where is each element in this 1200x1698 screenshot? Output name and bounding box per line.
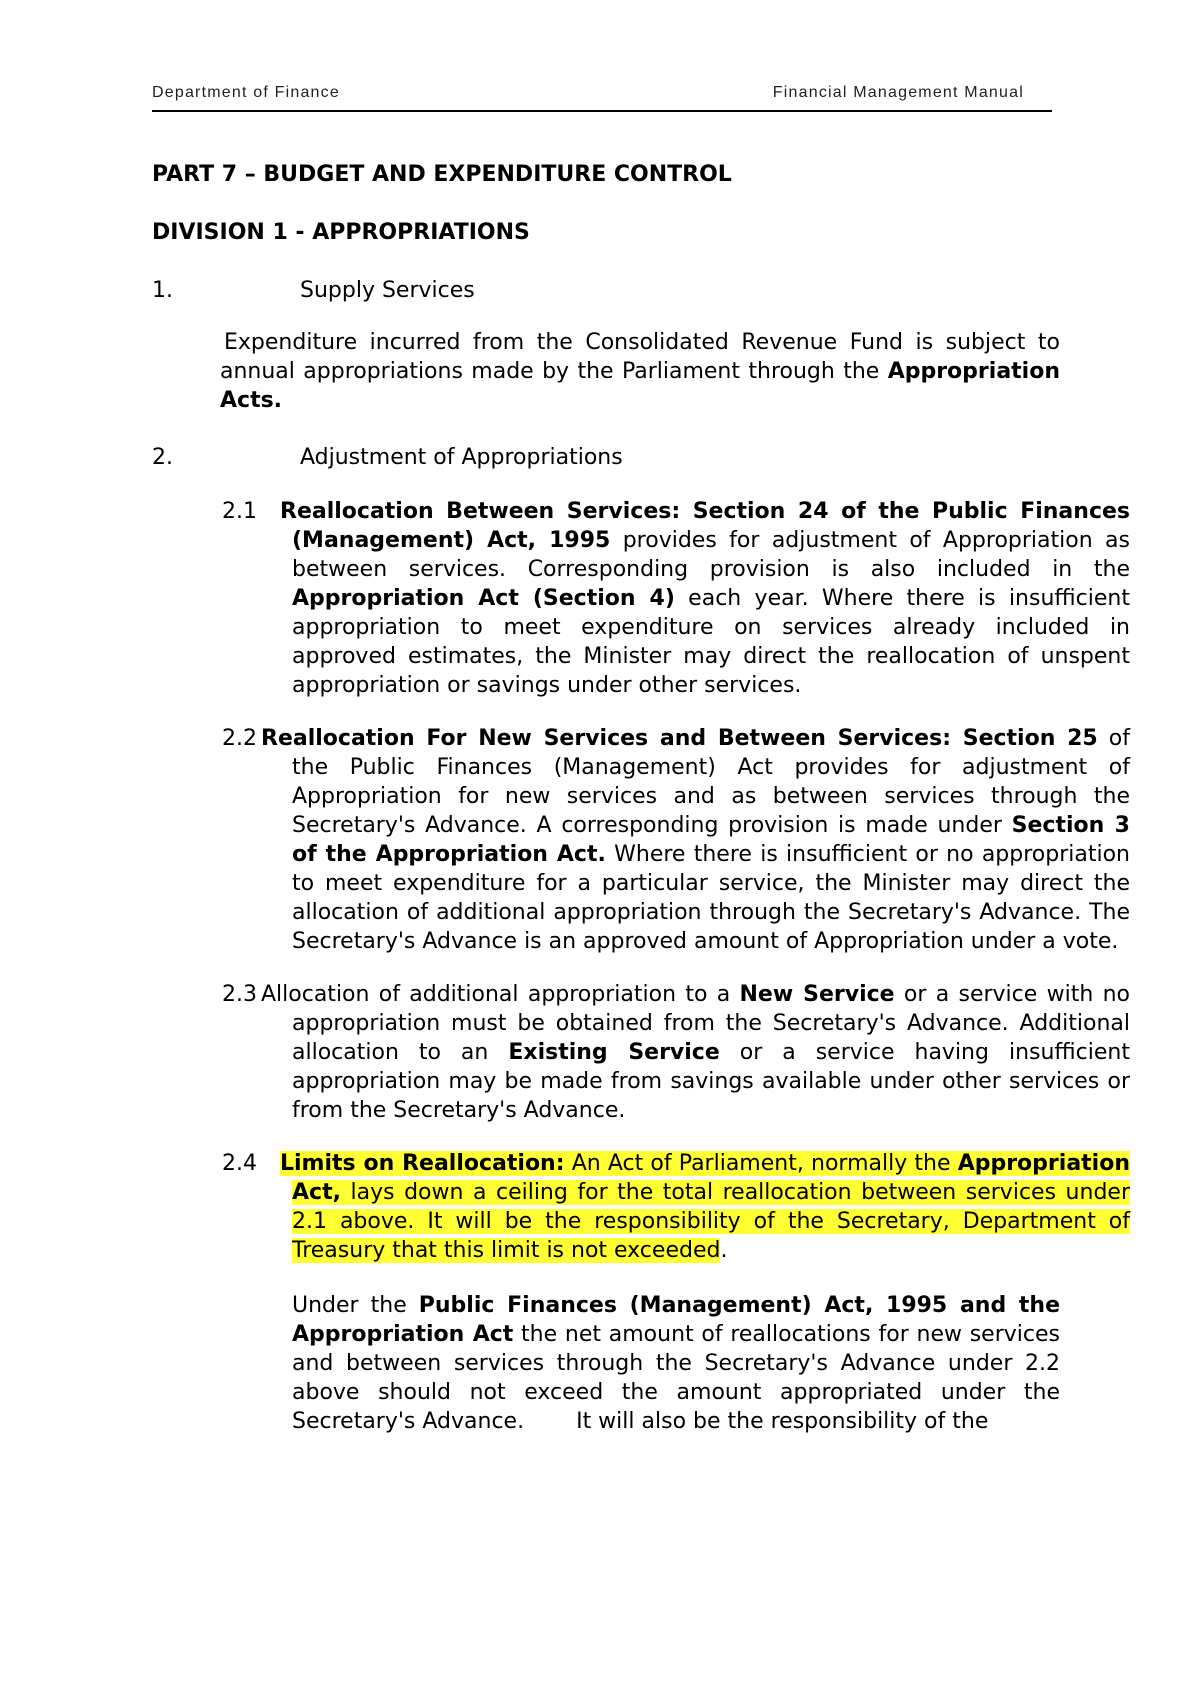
- subsection-bold-text: Reallocation Between Services: Section 24 of the Public Finances (Management) Act, 1995: [280, 499, 1130, 553]
- subsection-text: An Act of Parliament, normally the: [564, 1151, 958, 1176]
- subsection-bold-text: Limits on Reallocation:: [280, 1151, 565, 1176]
- section-number: 2.: [152, 445, 173, 470]
- subsection-text: or a service having insufficient appropriation may be made from savings available under other services or from the Secretary's Advance.: [292, 1040, 1130, 1123]
- subsection-text: provides for adjustment of Appropriation as between services. Corresponding provision is also included in the: [292, 528, 1130, 582]
- page-header: [152, 80, 1052, 112]
- subsection-number: 2.2: [222, 726, 257, 751]
- subsection-text: each year. Where there is insufficient appropriation to meet expenditure on services already included in approved estimates, the Minister may direct the reallocation of unspent appropriation or savings under other services.: [292, 586, 1130, 698]
- subsection-text: Where there is insufficient or no appropriation to meet expenditure for a particular service, the Minister may direct the allocation of additional appropriation through the Secretary's Advance. The Secretary's Advance is an approved amount of Appropriation under a vote.: [292, 842, 1131, 954]
- highlighted-text: [280, 1151, 1130, 1263]
- division-title: DIVISION 1 - APPROPRIATIONS: [152, 220, 530, 245]
- paragraph-bold-text: Public Finances (Management) Act, 1995 and the Appropriation Act: [292, 1293, 1060, 1347]
- paragraph-text: Expenditure incurred from the Consolidated Revenue Fund is subject to annual appropriations made by the Parliament through the: [220, 330, 1060, 384]
- section-1-paragraph: [220, 328, 1060, 415]
- closing-paragraph: [292, 1291, 1060, 1436]
- subsection-bold-text: Appropriation Act,: [292, 1151, 1130, 1205]
- subsection-2-2: [222, 724, 1130, 956]
- header-right-text: Financial Management Manual: [772, 84, 1024, 101]
- subsection-2-4: [222, 1149, 1130, 1265]
- section-title: Supply Services: [300, 278, 475, 303]
- paragraph-text: It will also be the responsibility of the: [576, 1409, 989, 1434]
- part-title: PART 7 – BUDGET AND EXPENDITURE CONTROL: [152, 162, 732, 187]
- subsection-bold-text: Section 3 of the Appropriation Act.: [292, 813, 1130, 867]
- subsection-number: 2.4: [222, 1151, 257, 1176]
- subsection-text: of the Public Finances (Management) Act provides for adjustment of Appropriation for new services and as between services through the Secretary's Advance. A corresponding provision is made under: [292, 726, 1130, 838]
- subsection-bold-text: Reallocation For New Services and Between Services: Section 25: [261, 726, 1098, 751]
- subsection-bold-text: Existing Service: [508, 1040, 720, 1065]
- subsection-2-1: [222, 497, 1130, 700]
- subsection-number: 2.1: [222, 499, 257, 524]
- paragraph-bold-text: Appropriation Acts.: [220, 359, 1060, 413]
- paragraph-text: Under the: [292, 1293, 419, 1318]
- subsection-number: 2.3: [222, 982, 257, 1007]
- paragraph-text: the net amount of reallocations for new services and between services through the Secretary's Advance under 2.2 above should not exceed the amount appropriated under the Secretary's Advance.: [292, 1322, 1060, 1434]
- subsection-text: lays down a ceiling for the total reallocation between services under 2.1 above. It will be the responsibility of the Secretary, Department of Treasury that this limit is not exceeded: [292, 1180, 1130, 1263]
- document-body: [152, 160, 1131, 1436]
- subsection-bold-text: Appropriation Act (Section 4): [292, 586, 675, 611]
- section-title: Adjustment of Appropriations: [300, 445, 623, 470]
- subsection-2-3: [222, 980, 1130, 1125]
- section-number: 1.: [152, 278, 173, 303]
- subsection-text: or a service with no appropriation must be obtained from the Secretary's Advance. Additional allocation to an: [292, 982, 1130, 1065]
- section-1-heading: [152, 276, 1062, 306]
- subsection-bold-text: New Service: [739, 982, 895, 1007]
- subsection-text: .: [720, 1238, 728, 1263]
- section-2-heading: [152, 443, 1062, 473]
- subsection-text: Allocation of additional appropriation to a: [261, 982, 740, 1007]
- header-left-text: Department of Finance: [152, 84, 340, 101]
